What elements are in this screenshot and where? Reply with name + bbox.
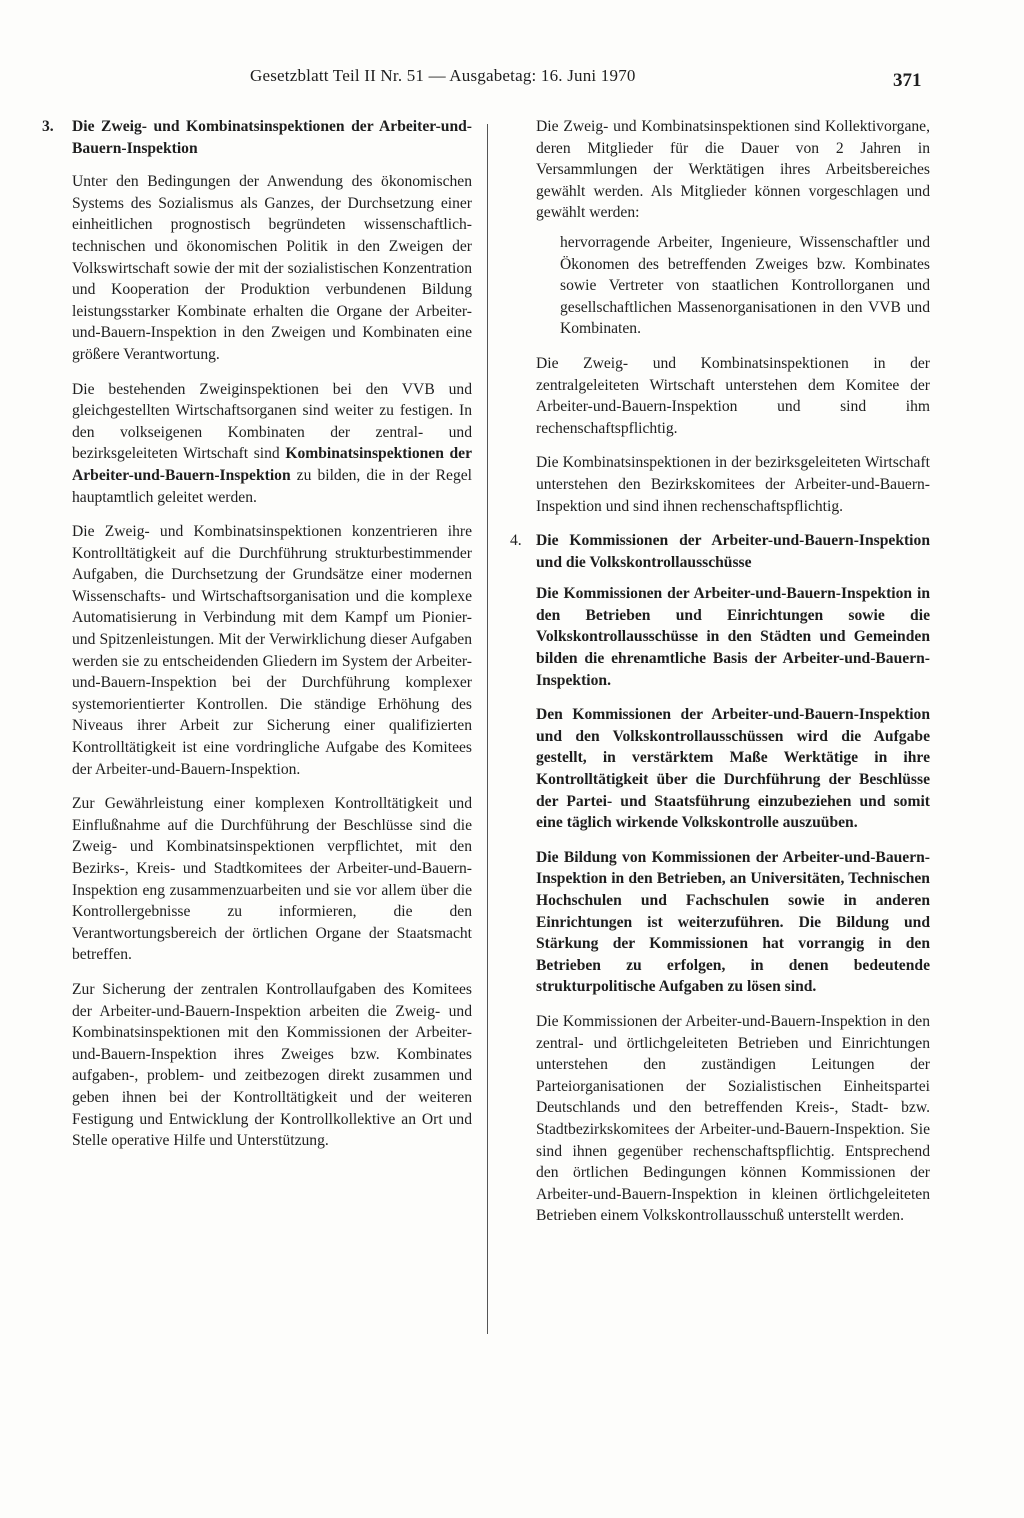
paragraph: Zur Gewährleistung einer komplexen Kontrolltätigkeit und Einflußnahme auf die Durchführung der Beschlüsse sind die Zweig- und Kombinatsinspektionen verpflichtet, mit den Bezirks-, Kreis- und Stadtkomitees der Arbeiter-und-Bauern-Inspektion eng zusammenzuarbeiten und sie vor allem über die Kontrollergebnisse zu informieren, die den Verantwortungsbereich der örtlichen Organe der Staatsmacht betreffen. <box>72 795 472 964</box>
bold-term: Kombinatsinspektionen der Arbeiter-und-Bauern-Inspektion <box>72 445 472 484</box>
bold-paragraph: Den Kommissionen der Arbeiter-und-Bauern-Inspektion und den Volkskontrollausschüssen wird die Aufgabe gestellt, in verstärktem Maße Werktätige in ihre Kontrolltätigkeit über die Durchführung der Beschlüsse der Partei- und Staatsführung einzubeziehen und somit eine täglich wirkende Volkskontrolle auszuüben. <box>536 706 930 832</box>
bold-paragraph: Die Kommissionen der Arbeiter-und-Bauern-Inspektion in den Betrieben und Einrichtungen sowie die Volkskontrollausschüsse in den Städten und Gemeinden bilden die ehrenamtliche Basis der Arbeiter-und-Bauern-Inspektion. <box>536 585 930 689</box>
paragraph: Die Zweig- und Kombinatsinspektionen in der zentralgeleiteten Wirtschaft unterstehen dem Komitee der Arbeiter-und-Bauern-Inspektion und sind ihm rechenschaftspflichtig. <box>536 354 930 437</box>
section-3-heading <box>42 116 472 159</box>
paragraph-text: zu bilden, die in der Regel hauptamtlich geleitet werden. <box>72 466 472 506</box>
indented-paragraph: hervorragende Arbeiter, Ingenieure, Wissenschaftler und Ökonomen des betreffenden Zweiges bzw. Kombinates sowie Vertreter von staatlichen Kontrollorganen und gesellschaftlichen Massenorganisationen in den VVB und Kombinaten. <box>560 233 930 338</box>
section-4-heading <box>510 530 930 573</box>
paragraph <box>72 379 472 509</box>
paragraph: Die Kombinatsinspektionen in der bezirksgeleiteten Wirtschaft unterstehen den Bezirkskomitees der Arbeiter-und-Bauern-Inspektion und sind ihnen rechenschaftspflichtig. <box>536 454 930 515</box>
paragraph-text: Die bestehenden Zweiginspektionen bei den VVB und gleichgestellten Wirtschaftsorganen sind weiter zu festigen. In den volkseigenen Kombinaten der zentral- und bezirksgeleiteten Wirtschaft sind <box>72 380 472 463</box>
column-divider <box>487 124 488 1334</box>
section-4-number: 4. <box>510 532 522 550</box>
page-number: 371 <box>893 70 922 91</box>
paragraph: Zur Sicherung der zentralen Kontrollaufgaben des Komitees der Arbeiter-und-Bauern-Inspektion arbeiten die Zweig- und Kombinatsinspektionen mit den Kommissionen der Arbeiter-und-Bauern-Inspektion ihres Zweiges bzw. Kombinates aufgaben-, problem- und zeitbezogen direkt zusammen und geben ihnen bei der Kontrolltätigkeit und der weiteren Festigung und Entwicklung der Kontrollkollektive an Ort und Stelle operative Hilfe und Unterstützung. <box>72 980 472 1150</box>
running-header: Gesetzblatt Teil II Nr. 51 — Ausgabetag: 16. Juni 1970 <box>250 66 636 85</box>
right-column <box>510 116 930 1240</box>
paragraph: Die Zweig- und Kombinatsinspektionen sind Kollektivorgane, deren Mitglieder für die Dauer von 2 Jahren in Versammlungen der Werktätigen ihres Arbeitsbereiches gewählt werden. Als Mitglieder können vorgeschlagen und gewählt werden: <box>536 118 930 222</box>
section-3-title: Die Zweig- und Kombinatsinspektionen der Arbeiter-und-Bauern-Inspektion <box>72 118 472 157</box>
left-column <box>42 116 472 1165</box>
paragraph: Die Kommissionen der Arbeiter-und-Bauern-Inspektion in den zentral- und örtlichgeleiteten Betrieben und Einrichtungen unterstehen den zuständigen Leitungen der Parteiorganisationen der Sozialistischen Einheitspartei Deutschlands und den betreffenden Kreis-, Stadt- bzw. Stadtbezirkskomitees der Arbeiter-und-Bauern-Inspektion. Sie sind ihnen gegenüber rechenschaftspflichtig. Entsprechend den örtlichen Bedingungen können Kommissionen der Arbeiter-und-Bauern-Inspektion in kleinen örtlichgeleiteten Betrieben einem Volkskontrollausschuß unterstellt werden. <box>536 1012 930 1225</box>
paragraph: Unter den Bedingungen der Anwendung des ökonomischen Systems des Sozialismus als Ganzes, der Durchsetzung einer einheitlichen prognostisch begründeten wissenschaftlich-technischen und ökonomischen Politik in den Zweigen der Volkswirtschaft sowie der mit der sozialistischen Konzentration und Kooperation der Produktion verbundenen Bildung leistungsstarker Kombinate erhalten die Organe der Arbeiter-und-Bauern-Inspektion in den Zweigen und Kombinaten eine größere Verantwortung. <box>72 173 472 363</box>
section-3-number: 3. <box>42 118 54 135</box>
bold-paragraph: Die Bildung von Kommissionen der Arbeiter-und-Bauern-Inspektion in den Betrieben, an Universitäten, Technischen Hochschulen und Fachschulen sowie in anderen Einrichtungen ist weiterzuführen. Die Bildung und Stärkung der Kommissionen hat vorrangig in den Betrieben zu erfolgen, in denen bedeutende strukturpolitische Aufgaben zu lösen sind. <box>536 848 930 996</box>
section-4-title: Die Kommissionen der Arbeiter-und-Bauern-Inspektion und die Volkskontrollausschüsse <box>536 532 930 571</box>
paragraph: Die Zweig- und Kombinatsinspektionen konzentrieren ihre Kontrolltätigkeit auf die Durchführung strukturbestimmender Aufgaben, die Durchsetzung der Grundsätze einer modernen Wissenschafts- und Wirtschaftsorganisation und die komplexe Automatisierung in Verbindung mit dem Kampf um Pionier- und Spitzenleistungen. Mit der Verwirklichung dieser Aufgaben werden sie zu entscheidenden Gliedern im System der Arbeiter-und-Bauern-Inspektion bei der Durchführung komplexer systemorientierter Kontrollen. Die ständige Erhöhung des Niveaus ihrer Arbeit zur Sicherung einer qualifizierten Kontrolltätigkeit ist eine vordringliche Aufgabe des Komitees der Arbeiter-und-Bauern-Inspektion. <box>72 523 472 778</box>
